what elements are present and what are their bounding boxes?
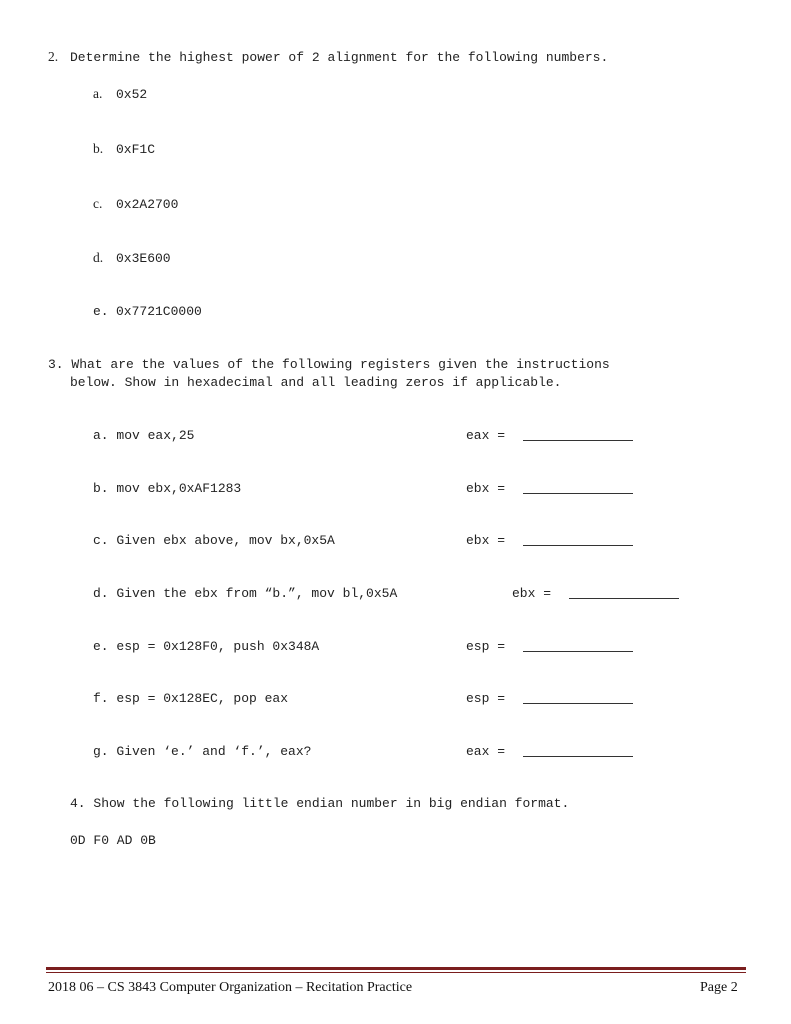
q2-prompt: Determine the highest power of 2 alignment for the following numbers.	[70, 50, 609, 65]
footer-rule-thick	[46, 967, 746, 970]
answer-blank-g[interactable]	[523, 756, 633, 757]
answer-blank-b[interactable]	[523, 493, 633, 494]
footer-title: 2018 06 – CS 3843 Computer Organization – Recitation Practice	[48, 980, 413, 995]
q2-item-a-letter: a.	[93, 86, 103, 101]
q2-item-c-value: 0x2A2700	[116, 197, 179, 212]
q2-item-b-value: 0xF1C	[116, 142, 156, 157]
answer-blank-c[interactable]	[523, 545, 633, 546]
q3-item-c: c. Given ebx above, mov bx,0x5A	[93, 533, 335, 548]
q2-item-a-value: 0x52	[116, 87, 148, 102]
q3-item-d-reg: ebx =	[512, 586, 552, 601]
q2-item-b-letter: b.	[93, 141, 104, 156]
page-number: Page 2	[700, 980, 738, 995]
q3-item-d: d. Given the ebx from “b.”, mov bl,0x5A	[93, 586, 398, 601]
q2-item-d-letter: d.	[93, 250, 104, 265]
footer-rule-thin	[46, 972, 746, 973]
answer-blank-e[interactable]	[523, 651, 633, 652]
q4-prompt: 4. Show the following little endian number in big endian format.	[70, 796, 570, 811]
q3-prompt-line2: below. Show in hexadecimal and all leading zeros if applicable.	[70, 375, 562, 390]
q3-item-a: a. mov eax,25	[93, 428, 195, 443]
q3-item-e-reg: esp =	[466, 639, 506, 654]
q2-item-c-letter: c.	[93, 196, 103, 211]
answer-blank-d[interactable]	[569, 598, 679, 599]
q3-item-b-reg: ebx =	[466, 481, 506, 496]
q3-item-e: e. esp = 0x128F0, push 0x348A	[93, 639, 320, 654]
q2-item-e-value: 0x7721C0000	[116, 304, 202, 319]
q4-value: 0D F0 AD 0B	[70, 833, 156, 848]
answer-blank-f[interactable]	[523, 703, 633, 704]
q3-item-f-reg: esp =	[466, 691, 506, 706]
q2-item-d-value: 0x3E600	[116, 251, 171, 266]
q3-item-b: b. mov ebx,0xAF1283	[93, 481, 242, 496]
answer-blank-a[interactable]	[523, 440, 633, 441]
q3-item-g-reg: eax =	[466, 744, 506, 759]
q2-item-e-letter: e.	[93, 304, 109, 319]
q3-item-f: f. esp = 0x128EC, pop eax	[93, 691, 289, 706]
q3-item-g: g. Given ‘e.’ and ‘f.’, eax?	[93, 744, 312, 759]
q3-item-a-reg: eax =	[466, 428, 506, 443]
q3-item-c-reg: ebx =	[466, 533, 506, 548]
q2-number: 2.	[48, 49, 59, 64]
q3-prompt-line1: 3. What are the values of the following registers given the instructions	[48, 357, 610, 372]
